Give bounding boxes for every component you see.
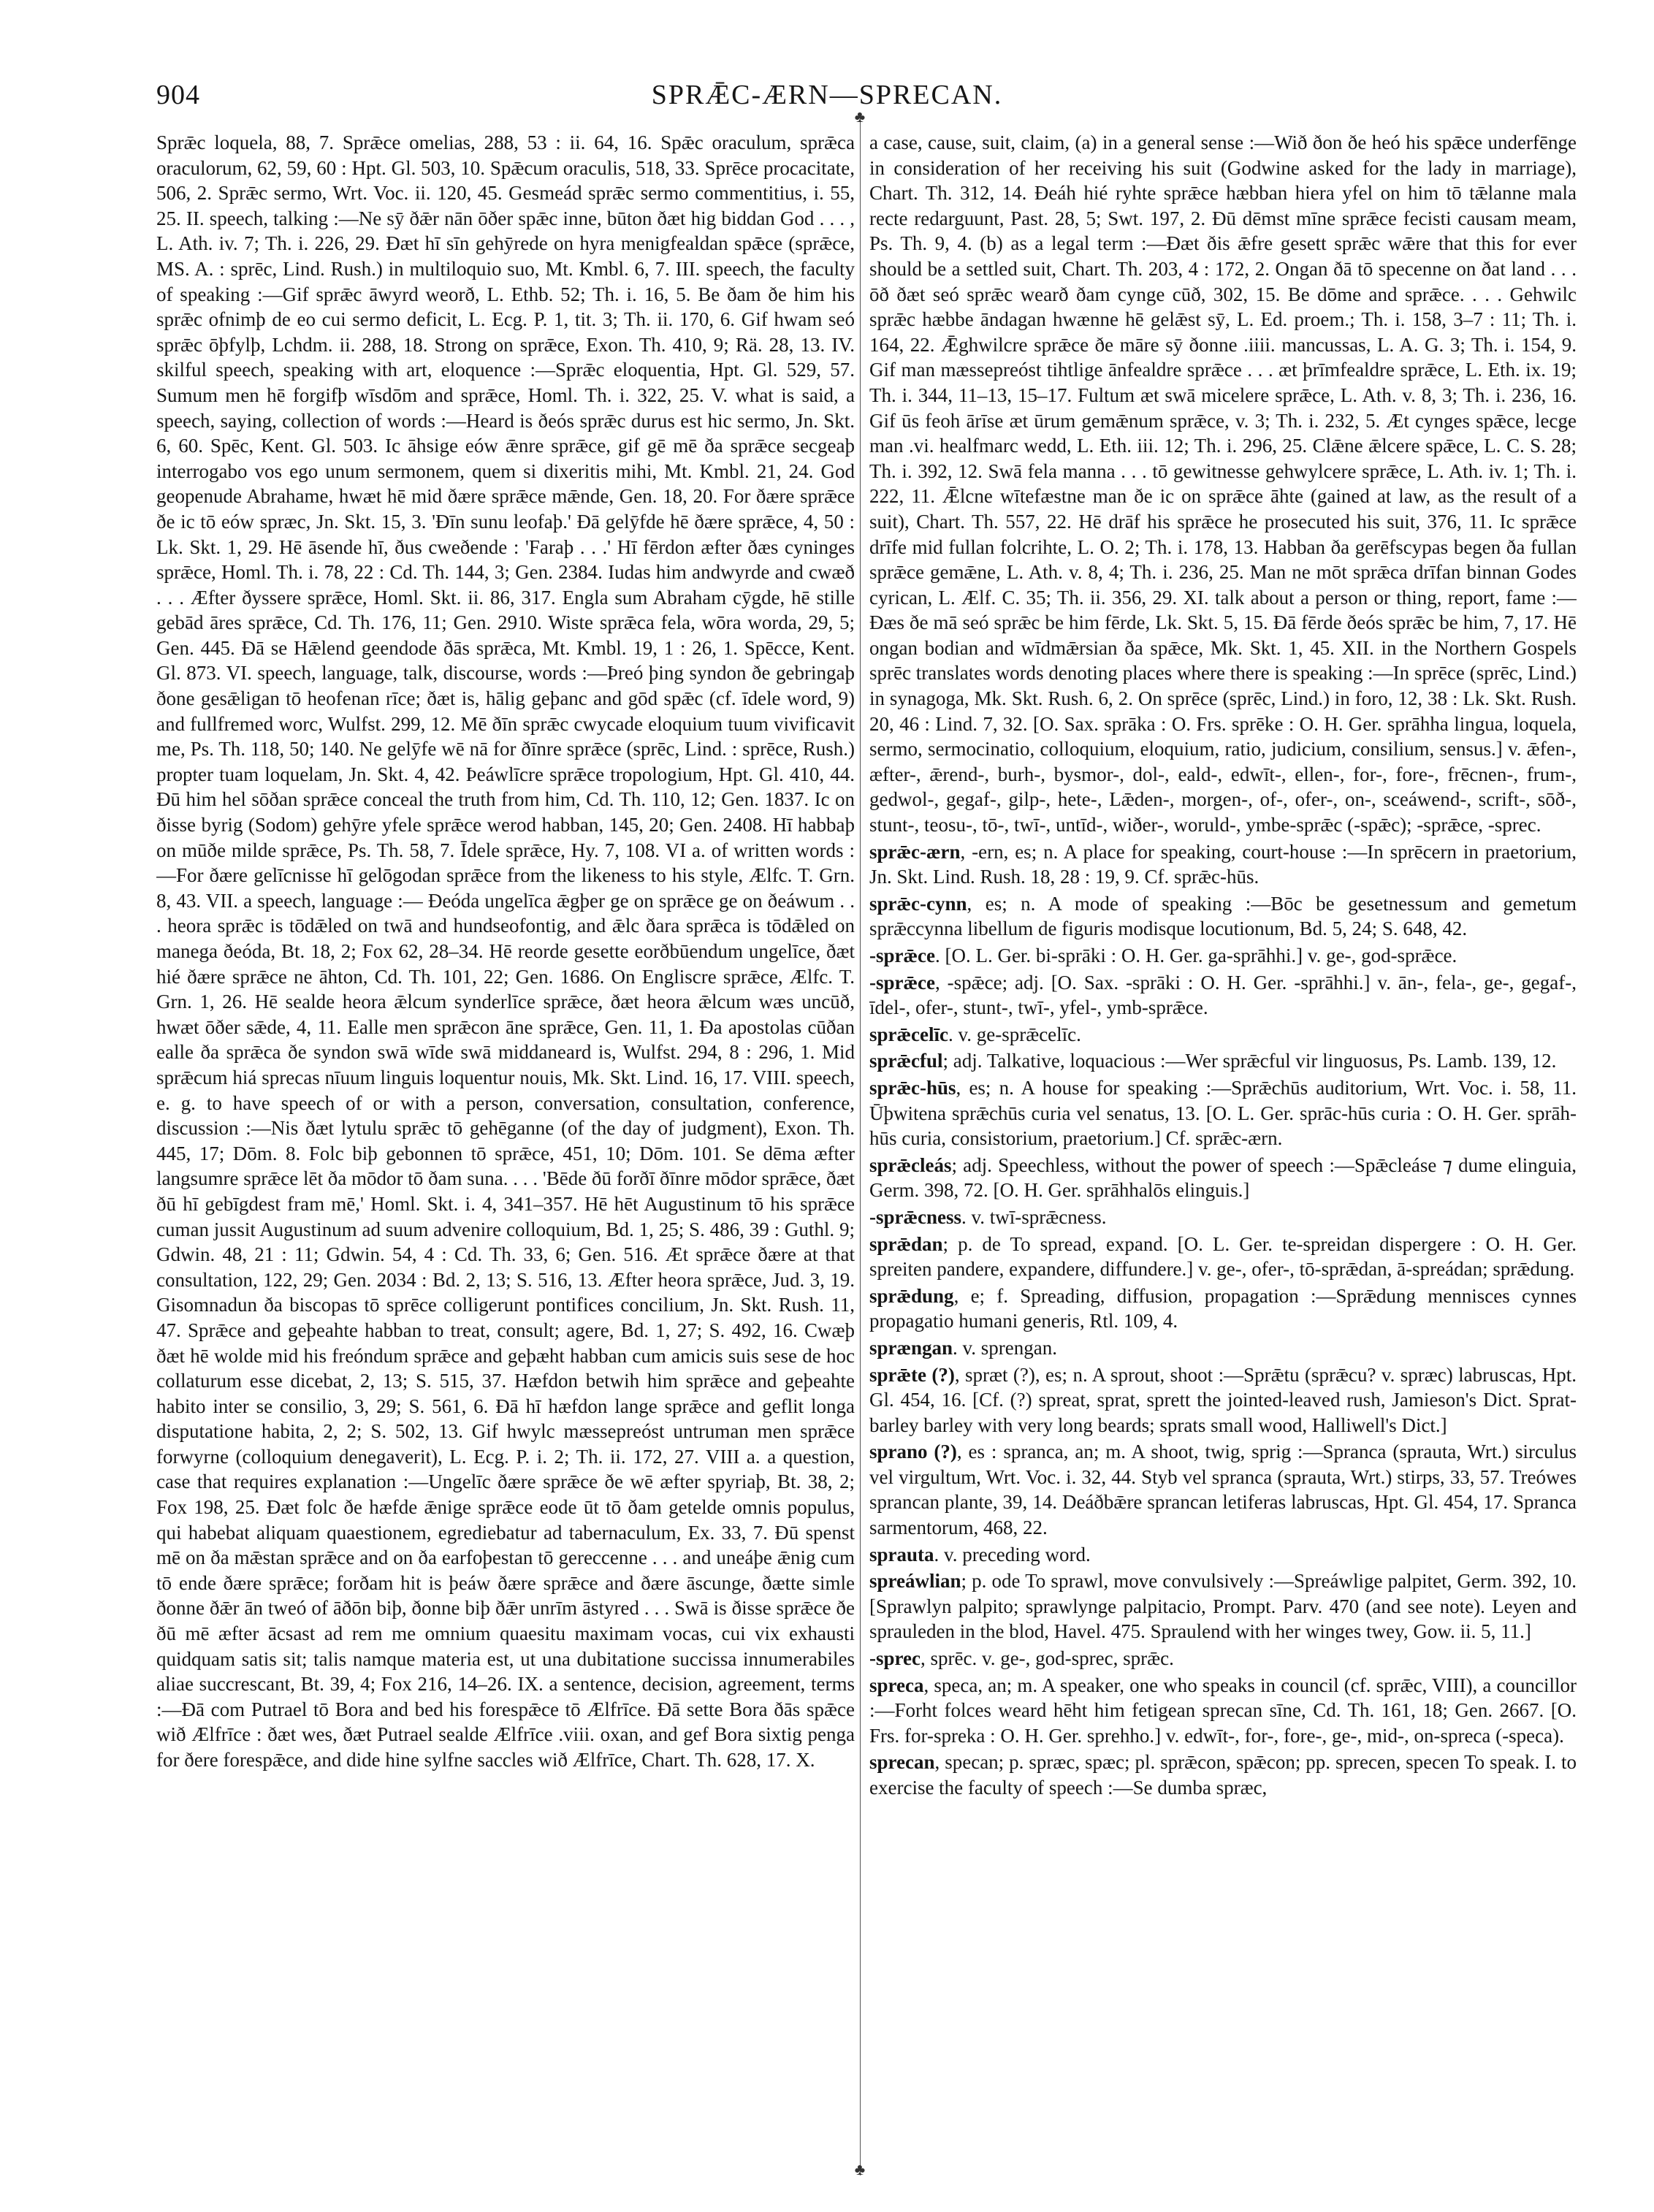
headword: sprǣc-ærn [869, 840, 961, 863]
entry-sprano: sprano (?), es : spranca, an; m. A shoot, twig, sprig :—Spranca (sprauta, Wrt.) sirculus vel virgultum, Wrt. Voc. i. 32, 44. Styb vel spranca (sprauta, Wrt.) stirps, 33, 57. Treówes sprancan plante, 39, 14. Deáðbǣre sprancan letiferas labruscas, Hpt. Gl. 454, 17. Spranca sarmentorum, 468, 22. [869, 1441, 1577, 1539]
page-number: 904 [156, 80, 200, 110]
headword: sprængan [869, 1336, 953, 1359]
headword: -sprǣce [869, 971, 935, 994]
headword: sprǣcleás [869, 1153, 952, 1176]
entry-spraece-noun: -sprǣce. [O. L. Ger. bi-sprāki : O. H. Ger. ga-sprāhhi.] v. ge-, god-sprǣce. [869, 945, 1457, 966]
entry-spraete: sprǣte (?), spræt (?), es; n. A sprout, shoot :—Sprǣtu (sprǣcu? v. spræc) labruscas, Hpt. Gl. 454, 16. [Cf. (?) spreat, sprat, sprett the jointed-leaved rush, Jamieson's Dict. Sprat-barley barley with very long beards; sprats small wood, Halliwell's Dict.] [869, 1363, 1577, 1436]
entry-spraece-adj: -sprǣce, -spǣce; adj. [O. Sax. -sprāki : O. H. Ger. -sprāhhi.] v. ān-, fela-, ge-, gegaf-, īdel-, ofer-, stunt-, twī-, yfel-, ymb-sprǣce. [869, 971, 1577, 1019]
entry-continuation-spraec-senses: a case, cause, suit, claim, (a) in a general sense :—Wið ðon ðe heó his spǣce underfēnge in consideration of her receiving his suit (Godwine asked for the lady in marriage), Chart. Th. 312, 14. Ðeáh hié ryhte sprǣce hæbban hiera yfel on him tō tǣlanne mala recte redarguunt, Past. 28, 5; Swt. 197, 2. Ðū dēmst mīne sprǣce fecisti causam meam, Ps. Th. 9, 4. (b) as a legal term :—Ðæt ðis ǣfre gesett sprǣc wǣre that this for ever should be a settled suit, Chart. Th. 203, 4 : 172, 2. Ongan ðā tō specenne on ðat land . . . ōð ðæt seó sprǣc wearð ðam cynge cūð, 302, 15. Be dōme and sprǣce. . . . Gehwilc sprǣc hæbbe āndagan hwænne hē gelǣst sȳ, L. Ed. proem.; Th. i. 158, 3–7 : 11; Th. i. 164, 22. Ǣghwilcre sprǣce ðe māre sȳ ðonne .iiii. mancussas, L. A. G. 3; Th. i. 154, 9. Gif man mæssepreóst tihtlige ānfealdre sprǣce . . . æt þrīmfealdre sprǣce, L. Eth. ix. 19; Th. i. 344, 11–13, 15–17. Fultum æt swā micelere sprǣce, L. Ath. v. 8, 3; Th. i. 236, 16. Gif ūs feoh ārīse æt ūrum gemǣnum sprǣce, v. 3; Th. i. 232, 5. Æt cynges spǣce, lecge man .vi. healfmarc wedd, L. Eth. iii. 12; Th. i. 296, 25. Clǣne ǣlcere spǣce, L. C. S. 28; Th. i. 392, 12. Swā fela manna . . . tō gewitnesse gehwylcere sprǣce, L. Ath. iv. 1; Th. i. 222, 11. Ǣlcne wītefæstne man ðe ic on sprǣce āhte (gained at law, as the result of a suit), Chart. Th. 557, 22. Hē drāf his sprǣce he prosecuted his suit, 376, 11. Ic sprǣce drīfe mid fullan folcrihte, L. O. 2; Th. i. 178, 13. Habban ða gerēfscypas begen ða fullan sprǣce gemǣne, L. Ath. v. 8, 4; Th. i. 236, 25. Man ne mōt sprǣca drīfan binnan Godes cyrican, L. Ælf. C. 35; Th. ii. 356, 29. XI. talk about a person or thing, report, fame :—Ðæs ðe mā seó sprǣc be him fērde, Lk. Skt. 5, 15. Ðā fērde ðeós sprǣc be him, 7, 17. Hē ongan bodian and wīdmǣrsian ða spǣce, Mk. Skt. 1, 45. XII. in the Northern Gospels sprēc translates words denoting places where there is speaking :—In sprēce (sprēc, Lind.) in synagoga, Mk. Skt. Rush. 6, 2. On sprēce (sprēc, Lind.) in foro, 12, 38 : Lk. Skt. Rush. 20, 46 : Lind. 7, 32. [O. Sax. sprāka : O. Frs. sprēke : O. H. Ger. sprāhha lingua, loquela, sermo, sermocinatio, colloquium, eloquium, ratio, judicium, consilium, sensus.] v. ǣfen-, æfter-, ǣrend-, burh-, bysmor-, dol-, eald-, edwīt-, ellen-, for-, fore-, frēcnen-, frum-, gedwol-, gegaf-, gilp-, hete-, Lǣden-, morgen-, of-, ofer-, on-, sceáwend-, scrift-, sōð-, stunt-, teosu-, tō-, twī-, untīd-, wiðer-, woruld-, ymbe-sprǣc (-spǣc); -sprǣce, -sprec. [869, 131, 1577, 836]
entry-spraedan: sprǣdan; p. de To spread, expand. [O. L. Ger. te-spreidan dispergere : O. H. Ger. spreiten pandere, expandere, diffundere.] v. ge-, ofer-, tō-sprǣdan, ā-spreádan; sprǣdung. [869, 1232, 1577, 1281]
headword: spreáwlian [869, 1570, 961, 1593]
headword: sprecan [869, 1751, 935, 1774]
headword: sprǣcelīc [869, 1023, 948, 1045]
entry-spraedung: sprǣdung, e; f. Spreading, diffusion, propagation :—Sprǣdung mennisces cynnes propagatio humani generis, Rtl. 109, 4. [869, 1284, 1577, 1332]
headword: sprauta [869, 1543, 934, 1565]
running-head: SPRǢC-ÆRN—SPRECAN. [651, 80, 1003, 110]
headword: -sprǣcness [869, 1205, 961, 1228]
headword: -sprec [869, 1647, 921, 1670]
entry-spraec-hus: sprǣc-hūs, es; n. A house for speaking :—Sprǣchūs auditorium, Wrt. Voc. i. 58, 11. Ūþwitena sprǣchūs curia vel senatus, 13. [O. L. Ger. sprāc-hūs curia : O. H. Ger. sprāh-hūs curia, consistorium, praetorium.] Cf. sprǣc-ærn. [869, 1076, 1577, 1150]
entry-spraengan: sprængan. v. sprengan. [869, 1336, 1058, 1359]
left-column [156, 130, 855, 2168]
headword: sprǣcful [869, 1050, 943, 1072]
headword: sprǣdung [869, 1284, 954, 1307]
entry-spraec-cynn: sprǣc-cynn, es; n. A mode of speaking :—Bōc be gesetnessum and gemetum sprǣccynna libellum de figuris modisque locutionum, Bd. 5, 24; S. 648, 42. [869, 892, 1577, 940]
entry-spraecelic: sprǣcelīc. v. ge-sprǣcelīc. [869, 1023, 1081, 1045]
headword: sprǣc-hūs [869, 1076, 956, 1099]
column-divider-ornament-bottom: ♣ [854, 2160, 866, 2178]
entry-spraecful: sprǣcful; adj. Talkative, loquacious :—Wer sprǣcful vir linguosus, Ps. Lamb. 139, 12. [869, 1050, 1557, 1072]
entry-spreawlian: spreáwlian; p. ode To sprawl, move convulsively :—Spreáwlige palpitet, Germ. 392, 10. [Sprawlyn palpito; sprawlynge palpitacio, Prompt. Parv. 470 (and see note). Leyen and sprauleden in the blod, Havel. 475. Spraulend with her winges twey, Gow. ii. 5, 11.] [869, 1570, 1577, 1643]
headword: sprǣc-cynn [869, 892, 967, 915]
entry-spraec-aern: sprǣc-ærn, -ern, es; n. A place for speaking, court-house :—In sprēcern in praetorium, Jn. Skt. Lind. Rush. 18, 28 : 19, 9. Cf. sprǣc-hūs. [869, 840, 1577, 888]
entry-sprauta: sprauta. v. preceding word. [869, 1543, 1091, 1565]
entry-sprecan: sprecan, specan; p. spræc, spæc; pl. sprǣcon, spǣcon; pp. sprecen, specen To speak. I. to exercise the faculty of speech :—Se dumba spræc, [869, 1751, 1577, 1799]
headword: spreca [869, 1674, 924, 1696]
right-column [869, 130, 1577, 2168]
column-divider-ornament-top: ♣ [854, 107, 866, 126]
headword: sprano (?) [869, 1441, 957, 1463]
entry-spreca: spreca, speca, an; m. A speaker, one who speaks in council (cf. sprǣc, VIII), a councillor :—Forht folces weard hēht him fetigean sprecan sīne, Cd. Th. 161, 18; Gen. 2667. [O. Frs. for-spreka : O. H. Ger. sprehho.] v. edwīt-, for-, fore-, ge-, mid-, on-spreca (-speca). [869, 1674, 1577, 1747]
entry-sprec: -sprec, sprēc. v. ge-, god-sprec, sprǣc. [869, 1647, 1174, 1670]
entry-spraecness: -sprǣcness. v. twī-sprǣcness. [869, 1205, 1107, 1228]
headword: sprǣdan [869, 1232, 943, 1255]
headword: sprǣte (?) [869, 1363, 955, 1386]
headword: -sprǣce [869, 945, 935, 966]
entry-spraecleas: sprǣcleás; adj. Speechless, without the power of speech :—Spǣcleáse ⁊ dume elinguia, Germ. 398, 72. [O. H. Ger. sprāhhalōs elinguis.] [869, 1153, 1577, 1202]
entry-continuation-spraec: Sprǣc loquela, 88, 7. Sprǣce omelias, 288, 53 : ii. 64, 16. Spǣc oraculum, sprǣca oraculorum, 62, 59, 60 : Hpt. Gl. 503, 10. Spǣcum oraculis, 518, 33. Sprēce procacitate, 506, 2. Sprǣc sermo, Wrt. Voc. ii. 120, 45. Gesmeád sprǣc sermo commentitius, i. 55, 25. II. speech, talking :—Ne sȳ ðǣr nān ōðer spǣc inne, būton ðæt hig biddan God . . . , L. Ath. iv. 7; Th. i. 226, 29. Ðæt hī sīn gehȳrede on hyra menigfealdan spǣce (sprǣce, MS. A. : sprēc, Lind. Rush.) in multiloquio suo, Mt. Kmbl. 6, 7. III. speech, the faculty of speaking :—Gif sprǣc āwyrd weorð, L. Ethb. 52; Th. i. 16, 5. Be ðam ðe him his sprǣc ofnimþ de eo cui sermo deficit, L. Ecg. P. 1, tit. 3; Th. ii. 170, 6. Gif hwam seó sprǣc ōþfylþ, Lchdm. ii. 288, 18. Strong on sprǣce, Exon. Th. 410, 9; Rä. 28, 13. IV. skilful speech, speaking with art, eloquence :—Sprǣc eloquentia, Hpt. Gl. 529, 57. Sumum men hē forgifþ wīsdōm and sprǣce, Homl. Th. i. 322, 25. V. what is said, a speech, saying, collection of words :—Heard is ðeós sprǣc durus est hic sermo, Jn. Skt. 6, 60. Spēc, Kent. Gl. 503. Ic āhsige eów ǣnre sprǣce, gif gē mē ða sprǣce secgeaþ interrogabo vos ego unum sermonem, quem si dixeritis mihi, Mt. Kmbl. 21, 24. God geopenude Abrahame, hwæt hē mid ðære sprǣce mǣnde, Gen. 18, 20. For ðære sprǣce ðe ic tō eów spræc, Jn. Skt. 15, 3. 'Ðīn sunu leofaþ.' Ðā gelȳfde hē ðære sprǣce, 4, 50 : Lk. Skt. 1, 29. Hē āsende hī, ðus cweðende : 'Faraþ . . .' Hī fērdon æfter ðæs cyninges sprǣce, Homl. Th. i. 78, 22 : Cd. Th. 144, 3; Gen. 2384. Iudas him andwyrde and cwæð . . . Æfter ðyssere sprǣce, Homl. Skt. ii. 86, 317. Engla sum Abraham cȳgde, hē stille gebād āres sprǣce, Cd. Th. 176, 11; Gen. 2910. Wiste sprǣca fela, wōra worda, 29, 5; Gen. 445. Ðā se Hǣlend geendode ðās sprǣca, Mt. Kmbl. 19, 1 : 26, 1. Spēcce, Kent. Gl. 873. VI. speech, language, talk, discourse, words :—Þreó þing syndon ðe gebringaþ ðone gesǣligan tō heofenan rīce; ðæt is, hālig geþanc and gōd spǣc (cf. īdele word, 9) and fullfremed worc, Wulfst. 299, 12. Mē ðīn sprǣc cwycade eloquium tuum vivificavit me, Ps. Th. 118, 50; 140. Ne gelȳfe wē nā for ðīnre sprǣce (sprēc, Lind. : sprēce, Rush.) propter tuam loquelam, Jn. Skt. 4, 42. Þeáwlīcre sprǣce tropologium, Hpt. Gl. 410, 44. Ðū him hel sōðan sprǣce conceal the truth from him, Cd. Th. 110, 12; Gen. 1837. Ic on ðisse byrig (Sodom) gehȳre yfele sprǣce werod habban, 145, 20; Gen. 2408. Hī habbaþ on mūðe milde sprǣce, Ps. Th. 58, 7. Īdele sprǣce, Hy. 7, 108. VI a. of written words :—For ðære gelīcnisse hī gelōgodan sprǣce from the likeness to his style, Ælfc. T. Grn. 8, 43. VII. a speech, language :— Ðeóda ungelīca ǣgþer ge on sprǣce ge on ðeáwum . . . heora sprǣc is tōdǣled on twā and hundseofontig, and ǣlc ðara sprǣca is tōdǣled on manega ðeóda, Bt. 18, 2; Fox 62, 28–34. Hē reorde gesette eorðbūendum ungelīce, ðæt hié ðære sprǣce ne āhton, Cd. Th. 101, 22; Gen. 1686. On Engliscre sprǣce, Ælfc. T. Grn. 1, 26. Hē sealde heora ǣlcum synderlīce sprǣce, ðæt heora ǣlcum wæs uncūð, hwæt ōðer sǣde, 4, 11. Ealle men sprǣcon āne sprǣce, Gen. 11, 1. Ða apostolas cūðan ealle ða sprǣca ðe syndon swā wīde swā middaneard is, Wulfst. 294, 8 : 296, 1. Mid sprǣcum hiá sprecas nīuum linguis loquentur nouis, Mk. Skt. Lind. 16, 17. VIII. speech, e. g. to have speech of or with a person, conversation, consultation, conference, discussion :—Nis ðæt lytulu sprǣc tō gehēganne (of the day of judgment), Exon. Th. 445, 17; Dōm. 8. Folc biþ gebonnen tō sprǣce, 451, 10; Dōm. 101. Se dēma æfter langsumre sprǣce lēt ða mōdor tō ðam suna. . . . 'Bēde ðū forðī ðīnre mōdor sprǣce, ðæt ðū hī gebīgdest fram mē,' Homl. Skt. i. 4, 341–357. Hē hēt Augustinum tō his sprǣce cuman jussit Augustinum ad suum advenire colloquium, Bd. 1, 25; S. 486, 39 : Guthl. 9; Gdwin. 48, 21 : 11; Gdwin. 54, 4 : Cd. Th. 33, 6; Gen. 516. Æt sprǣce ðære at that consultation, 122, 29; Gen. 2034 : Bd. 2, 13; S. 516, 13. Æfter heora sprǣce, Jud. 3, 19. Gisomnadun ða biscopas tō sprēce colligerunt pontifices concilium, Jn. Skt. Rush. 11, 47. Sprǣce and geþeahte habban to treat, consult; agere, Bd. 1, 27; S. 492, 16. Cwæþ ðæt hē wolde mid his freóndum sprǣce and geþæht habban cum amicis suis sese de hoc collaturum esse dicebat, 2, 13; S. 515, 37. Hæfdon betwih him sprǣce and geþeahte habito inter se consilio, 3, 29; S. 561, 6. Ðā hī hæfdon lange sprǣce and geflit longa disputatione habita, 2, 2; S. 502, 13. Gif hwylc mæssepreóst untruman men sprǣce forwyrne (colloquium denegaverit), L. Ecg. P. i. 2; Th. ii. 172, 27. VIII a. a question, case that requires explanation :—Ungelīc ðære sprǣce ðe wē æfter spyriaþ, Bt. 38, 2; Fox 198, 25. Ðæt folc ðe hæfde ǣnige sprǣce eode ūt tō ðam getelde omnis populus, qui habebat aliquam quaestionem, egrediebatur ad tabernaculum, Ex. 33, 7. Ðū spenst mē on ða mǣstan sprǣce and on ða earfoþestan tō gereccenne . . . and uneáþe ǣnig cum tō ende ðære sprǣce; forðam hit is þeáw ðære sprǣce and ðære āscunge, ðætte simle ðonne ðǣr ān tweó of āðōn biþ, ðonne biþ ðǣr unrīm āstyred . . . Swā is ðisse sprǣce ðe ðū mē æfter ācsast ad rem me omnium quaesitu maximam vocas, cui vix exhausti quidquam satis sit; talis namque materia est, ut una dubitatione succissa innumerabiles aliae succrescant, Bt. 39, 4; Fox 216, 14–26. IX. a sentence, decision, agreement, terms :—Ðā com Putrael tō Bora and bed his forespǣce tō Ælfrīce. Ðā sette Bora ðās spǣce wið Ælfrīce : ðæt wes, ðæt Putrael sealde Ælfrīce .viii. oxan, and gef Bora sixtig penga for ðere forespǣce, and dide hine sylfne saccles wið Ælfrīce, Chart. Th. 628, 17. X. [156, 131, 855, 1771]
column-divider [860, 115, 861, 2175]
